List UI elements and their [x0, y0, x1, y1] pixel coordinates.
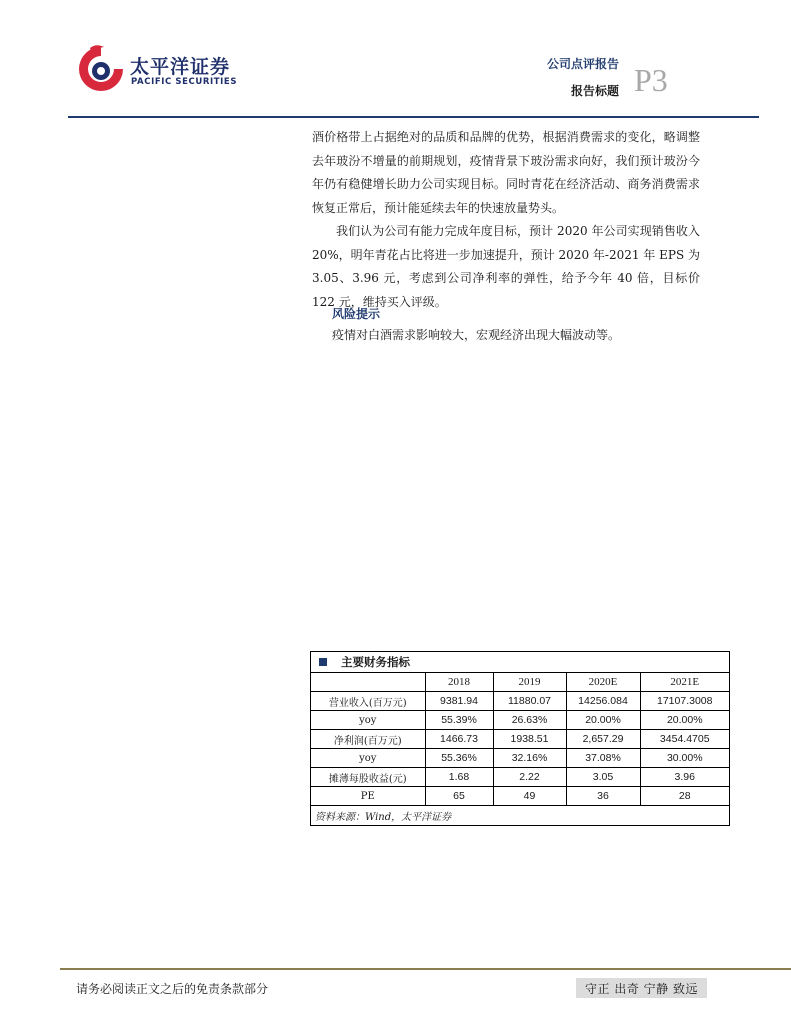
table-cell: 32.16%: [493, 749, 566, 768]
body-paragraph: 我们认为公司有能力完成年度目标，预计 2020 年公司实现销售收入 20%，明年青花占比将进一步加速提升，预计 2020 年-2021 年 EPS 为 3.05、3.96 元，考虑到公司净利率的弹性，给予今年 40 倍，目标价 122 元，维持买入评级。: [312, 224, 700, 309]
table-title: 主要财务指标: [341, 655, 410, 669]
header-cell: [311, 673, 425, 692]
table-cell: 26.63%: [493, 711, 566, 730]
table-cell: 20.00%: [566, 711, 640, 730]
table-cell: 3.96: [640, 768, 729, 787]
brand-name-en: PACIFIC SECURITIES: [131, 77, 238, 87]
table-title-bar: [311, 652, 729, 673]
table-cell: 3.05: [566, 768, 640, 787]
header-cell: 2019: [493, 673, 566, 692]
table-row: [311, 749, 729, 768]
table-cell: 37.08%: [566, 749, 640, 768]
table-cell: 36: [566, 787, 640, 806]
report-title: 报告标题: [570, 84, 619, 98]
page-number: P3: [634, 62, 668, 98]
row-label: PE: [311, 787, 425, 806]
table-cell: 11880.07: [493, 692, 566, 711]
table-cell: 1.68: [425, 768, 493, 787]
header-cell: 2020E: [566, 673, 640, 692]
table-cell: 1938.51: [493, 730, 566, 749]
table-header-row: [311, 673, 729, 692]
table-cell: 2,657.29: [566, 730, 640, 749]
header-cell: 2018: [425, 673, 493, 692]
risk-heading: 风险提示: [332, 307, 381, 321]
table-cell: 2.22: [493, 768, 566, 787]
table-row: [311, 711, 729, 730]
footer-motto: 守正 出奇 宁静 致远: [576, 978, 707, 998]
report-body: [312, 126, 700, 314]
row-label: yoy: [311, 711, 425, 730]
table-row: [311, 787, 729, 806]
table-row: [311, 730, 729, 749]
table-row: [311, 768, 729, 787]
table-cell: 17107.3008: [640, 692, 729, 711]
row-label: 净利润(百万元): [311, 730, 425, 749]
financial-indicators-table: [310, 651, 730, 826]
financial-table: [311, 673, 729, 806]
table-cell: 14256.084: [566, 692, 640, 711]
table-cell: 1466.73: [425, 730, 493, 749]
table-cell: 3454.4705: [640, 730, 729, 749]
table-cell: 55.39%: [425, 711, 493, 730]
square-bullet-icon: [319, 658, 327, 666]
footer-disclaimer: 请务必阅读正文之后的免责条款部分: [76, 982, 269, 996]
table-source-note: 资料来源：Wind，太平洋证券: [315, 812, 452, 823]
table-cell: 55.36%: [425, 749, 493, 768]
table-cell: 49: [493, 787, 566, 806]
table-cell: 65: [425, 787, 493, 806]
table-cell: 9381.94: [425, 692, 493, 711]
table-cell: 30.00%: [640, 749, 729, 768]
header-divider: [68, 116, 759, 118]
row-label: 营业收入(百万元): [311, 692, 425, 711]
table-cell: 20.00%: [640, 711, 729, 730]
row-label: 摊薄每股收益(元): [311, 768, 425, 787]
body-paragraph: 酒价格带上占据绝对的品质和品牌的优势，根据消费需求的变化，略调整去年玻汾不增量的前期规划，疫情背景下玻汾需求向好，我们预计玻汾今年仍有稳健增长助力公司实现目标。同时青花在经济活动、商务消费需求恢复正常后，预计能延续去年的快速放量势头。: [312, 130, 700, 215]
brand-name-cn: 太平洋证券: [130, 56, 231, 78]
risk-text: 疫情对白酒需求影响较大，宏观经济出现大幅波动等。: [332, 328, 621, 342]
footer-divider: [60, 968, 791, 970]
company-logo: [76, 44, 238, 100]
table-cell: 28: [640, 787, 729, 806]
row-label: yoy: [311, 749, 425, 768]
header-cell: 2021E: [640, 673, 729, 692]
table-row: [311, 692, 729, 711]
report-type: 公司点评报告: [546, 57, 619, 71]
pacific-securities-logo-icon: [76, 44, 126, 94]
